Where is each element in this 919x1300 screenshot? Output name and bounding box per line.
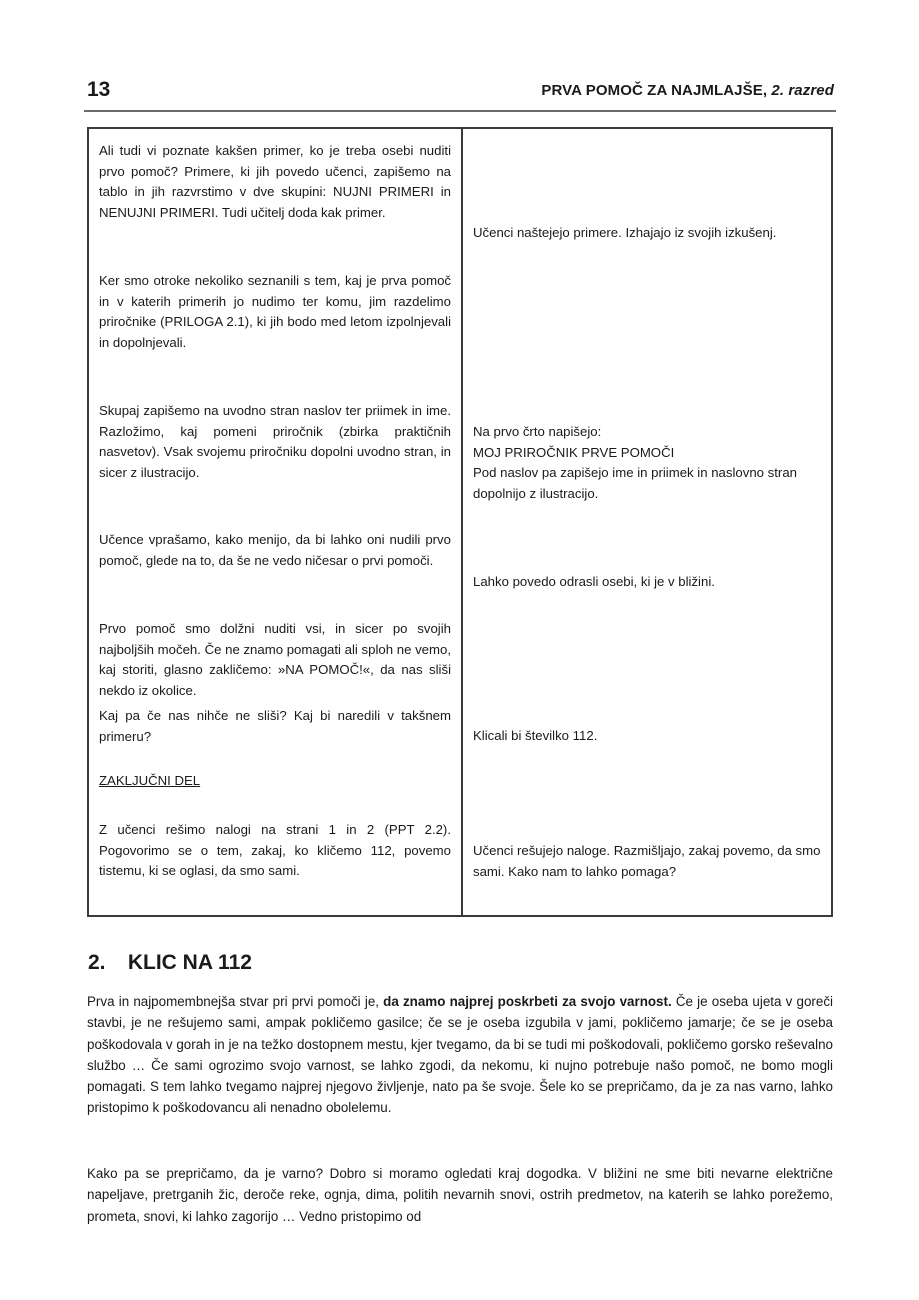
students-cell-3 [473, 422, 825, 504]
students-cell-8: Učenci rešujejo naloge. Razmišljajo, zakaj povemo, da smo sami. Kako nam to lahko pomaga? [473, 843, 821, 879]
paragraph-1 [87, 991, 833, 1119]
students-line: MOJ PRIROČNIK PRVE POMOČI [473, 444, 675, 460]
section-title: KLIC NA 112 [127, 951, 252, 974]
students-cell-4: Lahko povedo odrasli osebi, ki je v bližini. [473, 574, 715, 589]
teacher-cell-8: Z učenci rešimo nalogi na strani 1 in 2 (PPT 2.2). Pogovorimo se o tem, zakaj, ko kličemo 112, povemo tistemu, ki se oglasi, da smo sami. [99, 822, 451, 878]
students-cell-1: Učenci naštejejo primere. Izhajajo iz svojih izkušenj. [473, 225, 777, 240]
students-line: Pod naslov pa zapišejo ime in priimek in naslovno stran dopolnijo z ilustracijo. [473, 465, 797, 501]
paragraph-1-rest: Če je oseba ujeta v goreči stavbi, je ne rešujemo sami, ampak pokličemo gasilce; če se je oseba izgubila v jami, pokličemo jamarje; če se je oseba poškodovala v gorah in je na težko dostopnem mestu, kjer tvegamo, da bi se tudi mi poškodovali, pokličemo gorsko reševalno službo … Če sami ogrozimo svojo varnost, se lahko zgodi, da nekomu, ki nujno potrebuje našo pomoč, ne bomo mogli pomagati. S tem lahko tvegamo najprej njegovo življenje, nato pa še svoje. Šele ko se prepričamo, da je za nas varno, lahko pristopimo k poškodovancu ali nenadno obolelemu. [87, 994, 833, 1116]
students-cell-6: Klicali bi številko 112. [473, 728, 598, 743]
running-title-grade: 2. razred [771, 82, 834, 99]
lesson-table [87, 127, 833, 917]
header-rule [84, 110, 836, 112]
teacher-cell-4: Učence vprašamo, kako menijo, da bi lahko oni nudili prvo pomoč, glede na to, da še ne vedo ničesar o prvi pomoči. [99, 532, 451, 568]
section-heading [88, 951, 252, 975]
paragraph-2: Kako pa se prepričamo, da je varno? Dobro si moramo ogledati kraj dogodka. V bližini ne sme biti nevarne električne napeljave, pretrganih žic, deroče reke, ognja, dima, politih nevarnih snovi, ostrih predmetov, na katerih se lahko porežemo, prometa, snovi, ki lahko zagorijo … Vedno pristopimo od [87, 1166, 833, 1224]
paragraph-1-intro: Prva in najpomembnejša stvar pri prvi pomoči je, [87, 994, 384, 1009]
running-title [541, 82, 834, 99]
page-number: 13 [87, 78, 111, 101]
teacher-cell-2: Ker smo otroke nekoliko seznanili s tem, kaj je prva pomoč in v katerih primerih jo nudimo ter komu, jim razdelimo priročnike (PRILOGA 2.1), ki jih bodo med letom izpolnjevali in dopolnjevali. [99, 273, 451, 350]
page-header [84, 76, 836, 108]
teacher-cell-5: Prvo pomoč smo dolžni nuditi vsi, in sicer po svojih najboljših močeh. Če ne znamo pomagati ali sploh ne vemo, kaj storiti, glasno zakličemo: »NA POMOČ!«, da nas sliši nekdo iz okolice. [99, 621, 451, 698]
running-title-main: PRVA POMOČ ZA NAJMLAJŠE, [541, 82, 768, 99]
conclusion-heading: ZAKLJUČNI DEL [99, 773, 201, 788]
column-divider [461, 129, 463, 915]
teacher-cell-3: Skupaj zapišemo na uvodno stran naslov ter priimek in ime. Razložimo, kaj pomeni priročnik (zbirka praktičnih nasvetov). Vsak svojemu priročniku dopolni uvodno stran, in sicer z ilustracijo. [99, 403, 451, 480]
teacher-cell-1: Ali tudi vi poznate kakšen primer, ko je treba osebi nuditi prvo pomoč? Primere, ki jih povedo učenci, zapišemo na tablo in jih razvrstimo v dve skupini: NUJNI PRIMERI in NENUJNI PRIMERI. Tudi učitelj doda kak primer. [99, 143, 451, 220]
section-number: 2. [88, 951, 106, 974]
students-line: Na prvo črto napišejo: [473, 424, 602, 439]
teacher-cell-6: Kaj pa če nas nihče ne sliši? Kaj bi naredili v takšnem primeru? [99, 708, 451, 744]
paragraph-1-emphasis: da znamo najprej poskrbeti za svojo varnost. [383, 994, 672, 1009]
